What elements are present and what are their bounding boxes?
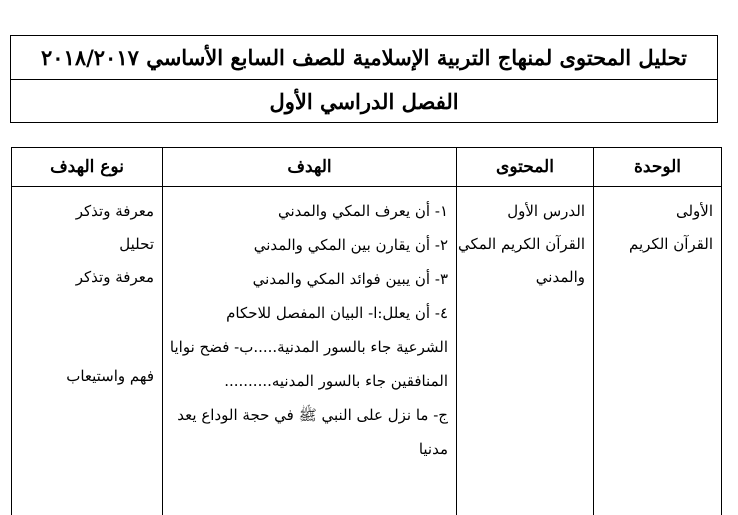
column-header-goal-type: نوع الهدف xyxy=(12,148,163,187)
goal-line: ١- أن يعرف المكي والمدني xyxy=(171,195,448,229)
title-box xyxy=(10,35,718,123)
unit-cell xyxy=(594,187,722,515)
goal-line: ٢- أن يقارن بين المكي والمدني xyxy=(171,229,448,263)
spacer xyxy=(20,327,154,360)
table-header-row xyxy=(12,148,722,187)
goal-type-cell xyxy=(12,187,163,515)
goal-line: ٣- أن يبين فوائد المكي والمدني xyxy=(171,263,448,297)
content-topic-line2: والمدني xyxy=(465,261,585,294)
goal-line: ٤- أن يعلل:ا- البيان المفصل للاحكام xyxy=(171,297,448,331)
table-row xyxy=(12,187,722,515)
goal-type: معرفة وتذكر xyxy=(20,261,154,294)
spacer xyxy=(20,294,154,327)
content-analysis-table xyxy=(11,147,722,515)
title-row xyxy=(11,36,717,79)
content-cell xyxy=(457,187,594,515)
goal-type: فهم واستيعاب xyxy=(20,360,154,393)
goal-type: تحليل xyxy=(20,228,154,261)
column-header-content: المحتوى xyxy=(457,148,594,187)
unit-number: الأولى xyxy=(602,195,713,228)
column-header-goal: الهدف xyxy=(163,148,457,187)
document-title: تحليل المحتوى لمنهاج التربية الإسلامية للصف السابع الأساسي ٢٠١٨/٢٠١٧ xyxy=(41,45,687,70)
unit-name: القرآن الكريم xyxy=(602,228,713,261)
goal-line: المنافقين جاء بالسور المدنيه.......... xyxy=(171,365,448,399)
goal-cell xyxy=(163,187,457,515)
column-header-unit: الوحدة xyxy=(594,148,722,187)
subtitle-row xyxy=(11,79,717,122)
goal-line: مدنيا xyxy=(171,433,448,467)
content-topic-line1: القرآن الكريم المكي xyxy=(465,228,585,261)
semester-subtitle: الفصل الدراسي الأول xyxy=(269,89,458,114)
content-lesson: الدرس الأول xyxy=(465,195,585,228)
goal-line: الشرعية جاء بالسور المدنية.....ب- فضح نوايا xyxy=(171,331,448,365)
goal-type: معرفة وتذكر xyxy=(20,195,154,228)
goal-line: ج- ما نزل على النبي ﷺ في حجة الوداع يعد xyxy=(171,399,448,433)
